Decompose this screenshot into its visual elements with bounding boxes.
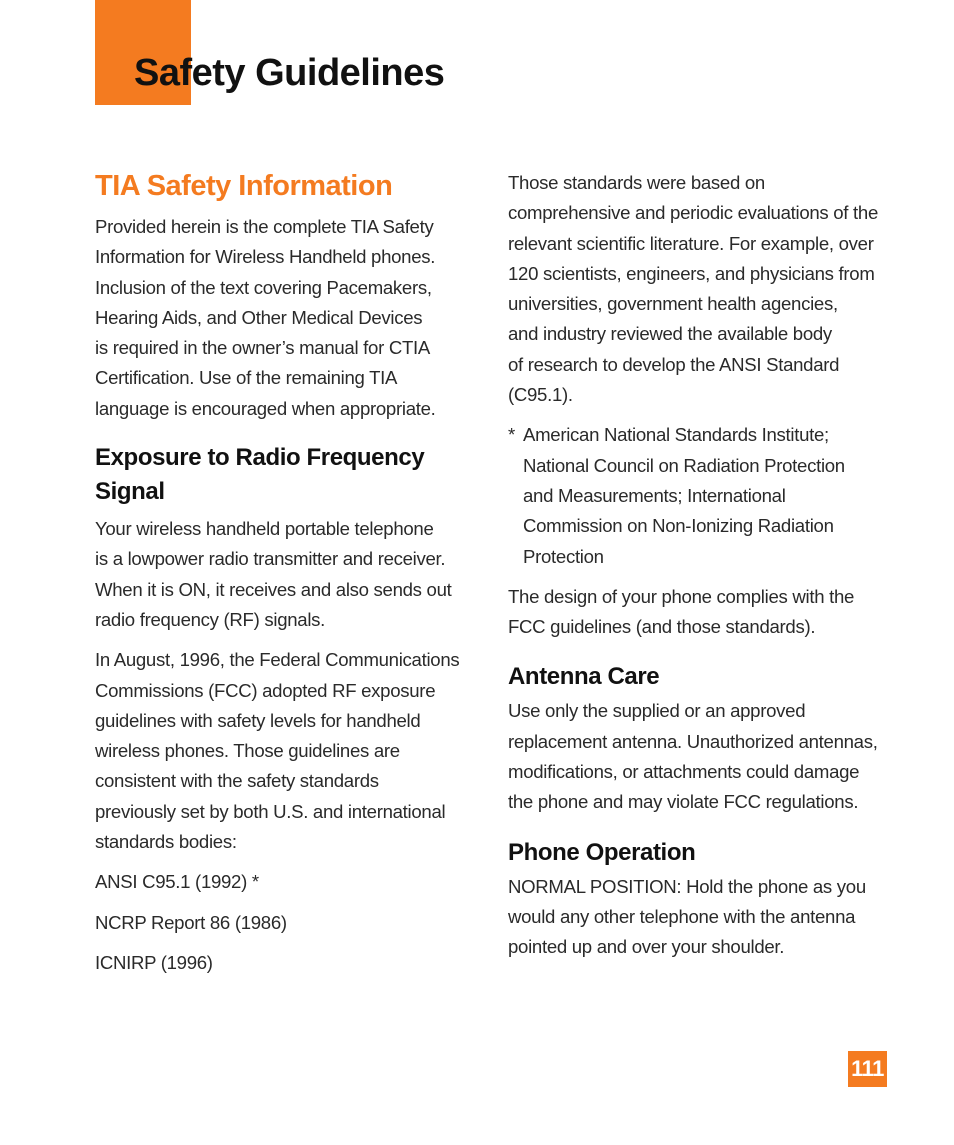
phone-operation-paragraph bbox=[508, 872, 894, 963]
text-line: National Council on Radiation Protection bbox=[523, 454, 845, 476]
rf-paragraph-2 bbox=[95, 645, 467, 857]
antenna-care-paragraph bbox=[508, 696, 894, 817]
text-line: pointed up and over your shoulder. bbox=[508, 936, 785, 958]
footnote-mark: * bbox=[508, 424, 515, 446]
text-line: replacement antenna. Unauthorized antennas, bbox=[508, 730, 878, 752]
right-column bbox=[508, 168, 894, 963]
text-line: In August, 1996, the Federal Communications bbox=[95, 649, 460, 671]
text-line: previously set by both U.S. and international bbox=[95, 800, 446, 822]
text-line: FCC guidelines (and those standards). bbox=[508, 616, 816, 638]
heading-line: Signal bbox=[95, 478, 165, 506]
text-line: consistent with the safety standards bbox=[95, 770, 379, 792]
text-line: Inclusion of the text covering Pacemakers, bbox=[95, 276, 432, 298]
design-compliance-paragraph bbox=[508, 582, 894, 643]
tia-safety-heading: TIA Safety Information bbox=[95, 170, 393, 202]
standards-basis-paragraph bbox=[508, 168, 894, 410]
text-line: the phone and may violate FCC regulations. bbox=[508, 791, 859, 813]
text-line: universities, government health agencies, bbox=[508, 293, 838, 315]
rf-exposure-heading bbox=[95, 441, 467, 509]
standard-item: NCRP Report 86 (1986) bbox=[95, 911, 287, 933]
footnote bbox=[508, 420, 894, 571]
text-line: (C95.1). bbox=[508, 384, 573, 406]
text-line: NORMAL POSITION: Hold the phone as you bbox=[508, 875, 866, 897]
text-line: Commission on Non-Ionizing Radiation bbox=[523, 515, 834, 537]
antenna-care-heading: Antenna Care bbox=[508, 663, 660, 691]
text-line: When it is ON, it receives and also sends out bbox=[95, 578, 452, 600]
text-line: Use only the supplied or an approved bbox=[508, 700, 806, 722]
text-line: 120 scientists, engineers, and physicians from bbox=[508, 262, 875, 284]
text-line: Provided herein is the complete TIA Safety bbox=[95, 216, 434, 237]
standard-item: ANSI C95.1 (1992) * bbox=[95, 871, 259, 893]
text-line: American National Standards Institute; bbox=[523, 424, 829, 446]
text-line: Protection bbox=[523, 545, 604, 567]
text-line: and Measurements; International bbox=[523, 484, 786, 506]
text-line: standards bodies: bbox=[95, 831, 237, 853]
tia-paragraph bbox=[95, 212, 467, 424]
text-line: language is encouraged when appropriate. bbox=[95, 397, 436, 419]
text-line: Information for Wireless Handheld phones. bbox=[95, 246, 436, 268]
text-line: Those standards were based on bbox=[508, 172, 765, 193]
text-line: and industry reviewed the available body bbox=[508, 323, 832, 345]
page-number-badge: 111 bbox=[848, 1051, 887, 1087]
text-line: radio frequency (RF) signals. bbox=[95, 608, 326, 630]
heading-line: Exposure to Radio Frequency bbox=[95, 444, 425, 472]
text-line: is required in the owner’s manual for CTIA bbox=[95, 337, 430, 359]
text-line: relevant scientific literature. For example, over bbox=[508, 232, 874, 254]
text-line: Certification. Use of the remaining TIA bbox=[95, 367, 398, 389]
text-line: would any other telephone with the antenna bbox=[508, 905, 856, 927]
text-line: guidelines with safety levels for handheld bbox=[95, 709, 421, 731]
text-line: of research to develop the ANSI Standard bbox=[508, 353, 840, 375]
text-line: Hearing Aids, and Other Medical Devices bbox=[95, 306, 423, 328]
phone-operation-heading: Phone Operation bbox=[508, 838, 696, 866]
rf-paragraph-1 bbox=[95, 514, 467, 635]
text-line: is a lowpower radio transmitter and receiver. bbox=[95, 548, 446, 570]
footnote-text bbox=[523, 420, 845, 571]
page-title: Safety Guidelines bbox=[134, 52, 445, 94]
text-line: modifications, or attachments could damage bbox=[508, 761, 860, 783]
text-line: The design of your phone complies with the bbox=[508, 585, 855, 607]
standard-item: ICNIRP (1996) bbox=[95, 951, 213, 973]
text-line: Commissions (FCC) adopted RF exposure bbox=[95, 679, 436, 701]
text-line: comprehensive and periodic evaluations of the bbox=[508, 202, 878, 224]
left-column bbox=[95, 168, 467, 978]
text-line: wireless phones. Those guidelines are bbox=[95, 740, 400, 762]
text-line: Your wireless handheld portable telephone bbox=[95, 518, 434, 540]
